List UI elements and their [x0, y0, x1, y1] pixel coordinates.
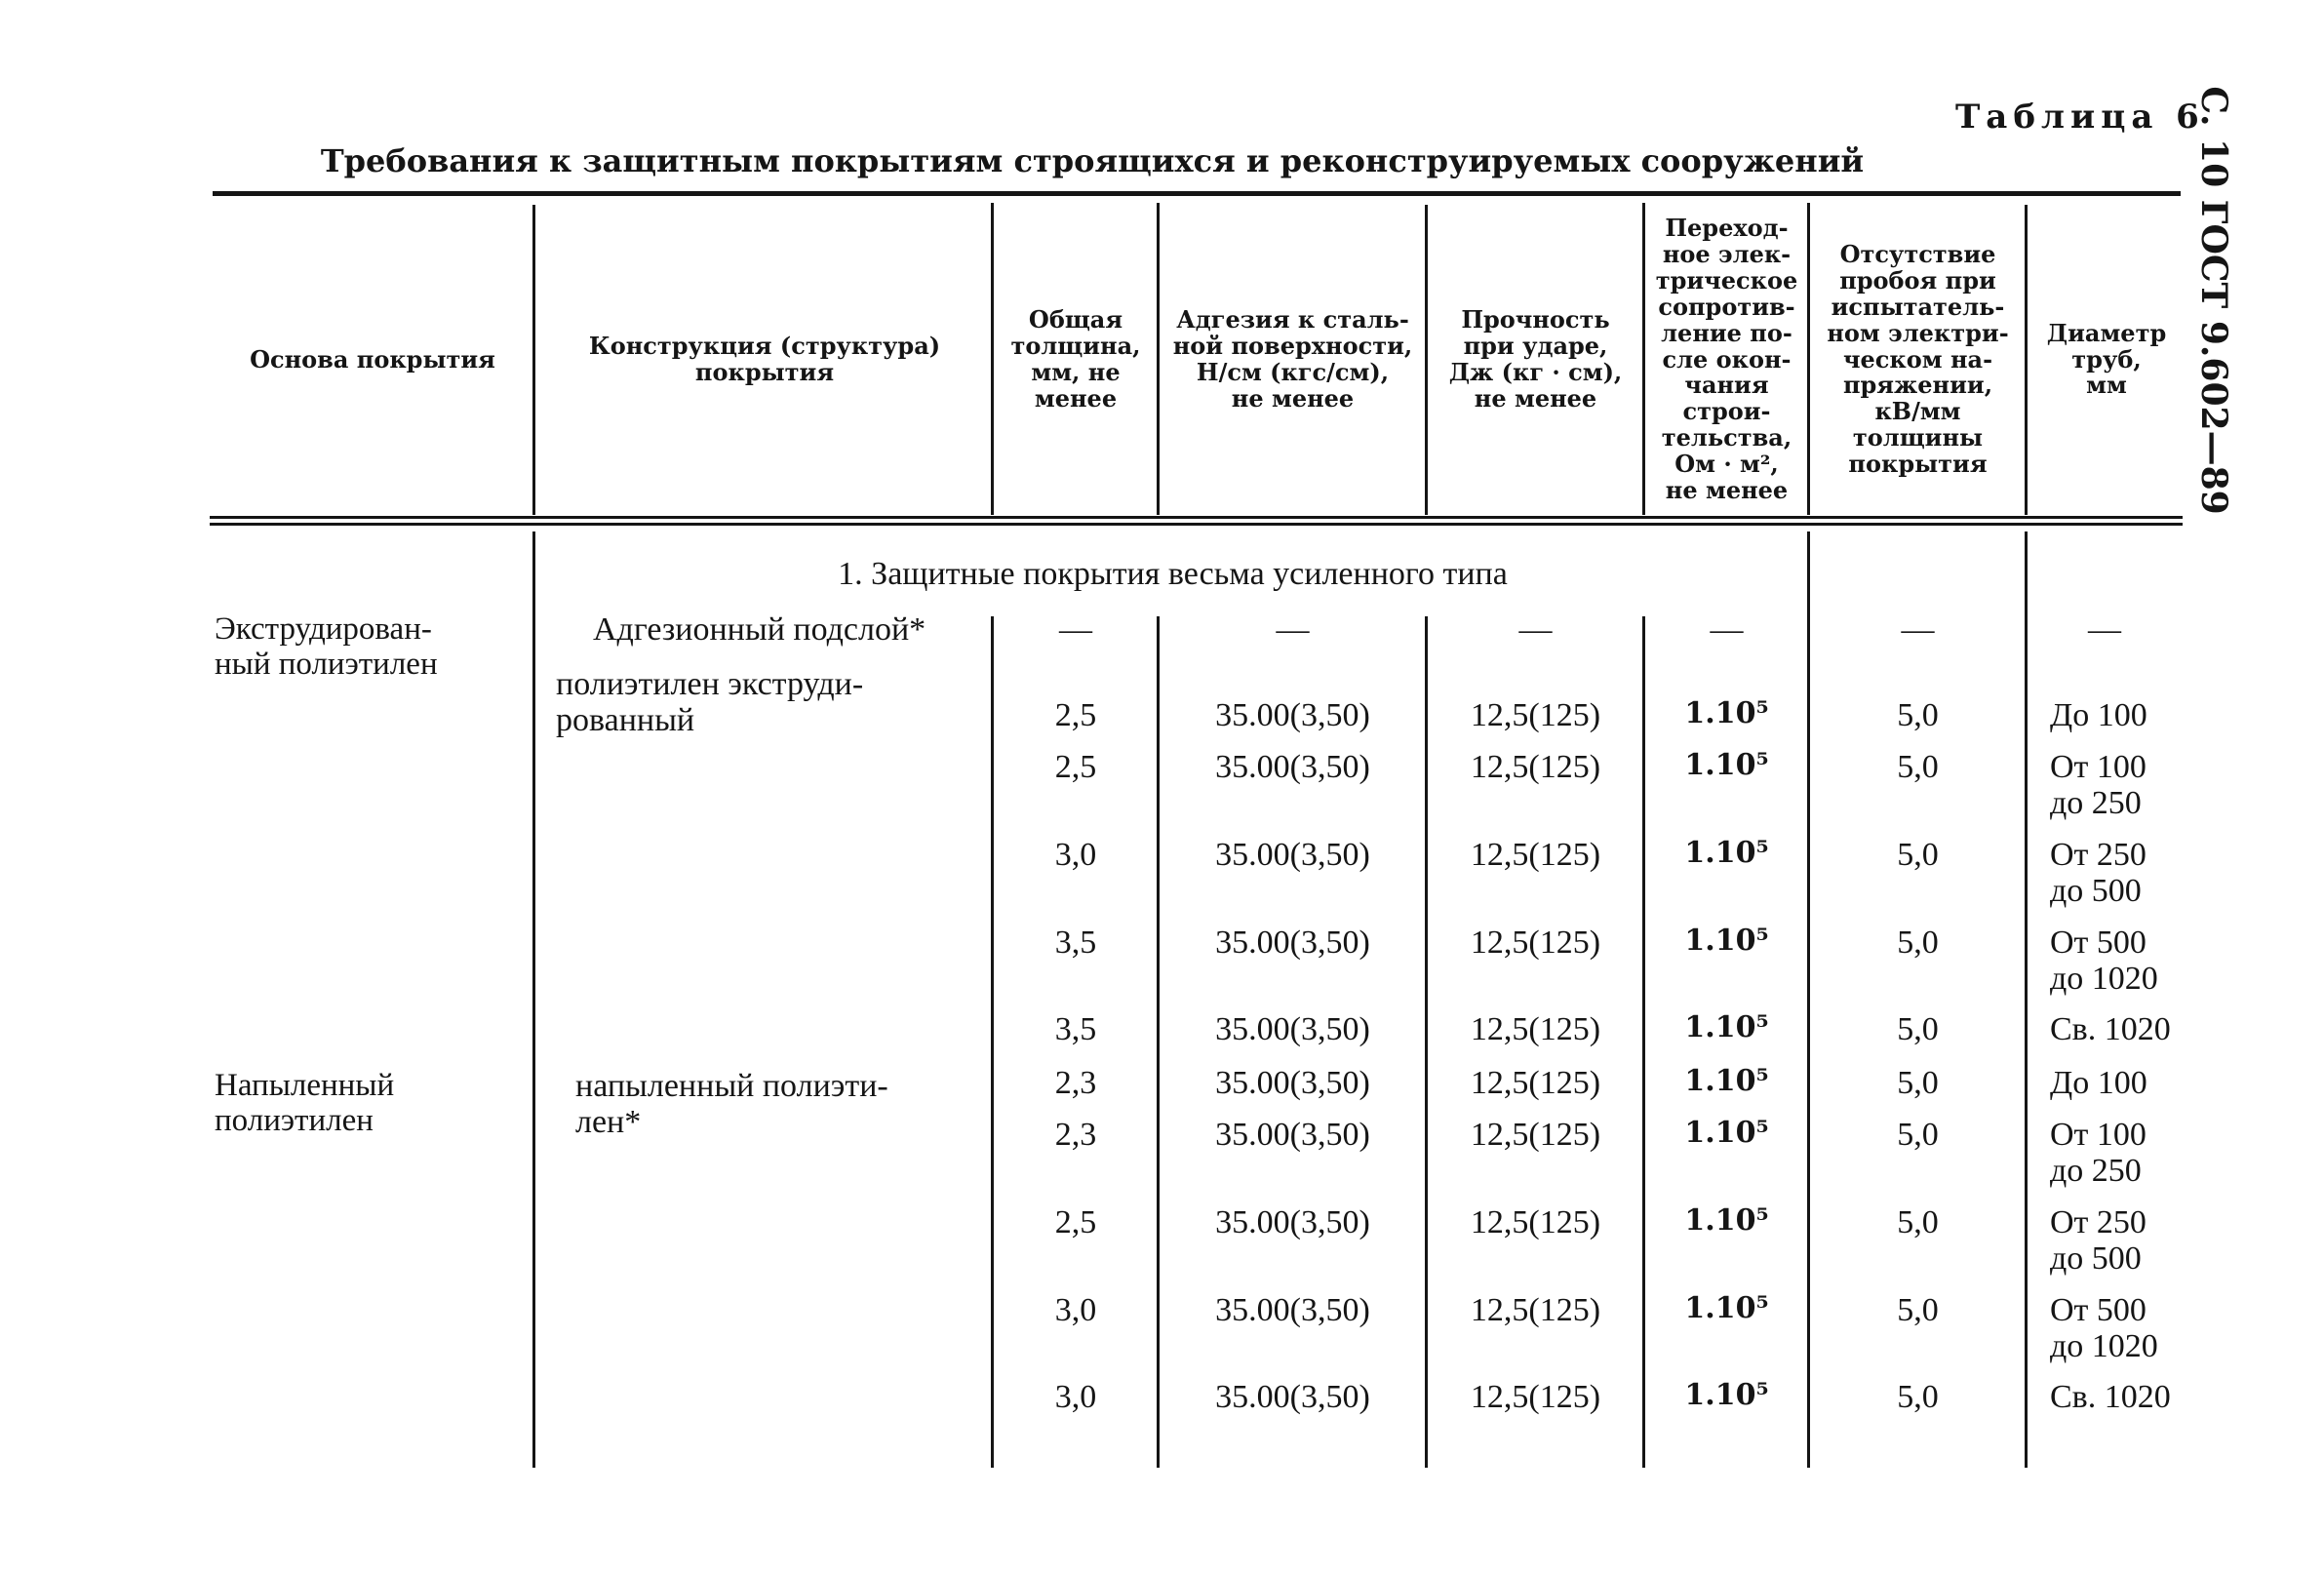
adhesion-cell: 35.00(3,50) [1215, 1204, 1370, 1240]
resistance-cell: 1.10⁵ [1684, 696, 1769, 730]
impact-cell: 12,5(125) [1470, 837, 1601, 873]
impact-cell: 12,5(125) [1470, 925, 1601, 961]
table-number-label: Таблица 6 [1955, 98, 2205, 137]
primer-resistance-dash: — [1710, 611, 1744, 648]
resistance-cell: 1.10⁵ [1684, 1378, 1769, 1412]
body-divider-1 [532, 531, 535, 1468]
adhesion-cell: 35.00(3,50) [1215, 925, 1370, 961]
breakdown-cell: 5,0 [1897, 1011, 1939, 1047]
body-divider-3 [1157, 616, 1160, 1468]
primer-thickness-dash: — [1059, 611, 1092, 648]
resistance-cell: 1.10⁵ [1684, 1291, 1769, 1325]
resistance-cell: 1.10⁵ [1684, 1010, 1769, 1044]
diameter-cell: От 500 до 1020 [2050, 925, 2158, 998]
breakdown-cell: 5,0 [1897, 1065, 1939, 1101]
header-divider-6 [1807, 203, 1810, 515]
adhesion-cell: 35.00(3,50) [1215, 1117, 1370, 1153]
breakdown-cell: 5,0 [1897, 837, 1939, 873]
impact-cell: 12,5(125) [1470, 1204, 1601, 1240]
resistance-cell: 1.10⁵ [1684, 1203, 1769, 1238]
impact-cell: 12,5(125) [1470, 1065, 1601, 1101]
breakdown-cell: 5,0 [1897, 1117, 1939, 1153]
diameter-cell: До 100 [2050, 1065, 2147, 1101]
primer-diameter-dash: — [2088, 611, 2121, 648]
running-page-header-text: С. 10 ГОСТ 9.602—89 [2193, 86, 2234, 515]
structure-sprayed-polyethylene: напыленный полиэти- лен* [575, 1068, 888, 1141]
breakdown-cell: 5,0 [1897, 1204, 1939, 1240]
header-breakdown-voltage: Отсутствие пробоя при испытатель- ном электри- ческом на- пряжении, кВ/мм толщины покрытия [1827, 240, 2009, 479]
table-top-rule [213, 191, 2181, 196]
resistance-cell: 1.10⁵ [1684, 836, 1769, 870]
structure-extruded-polyethylene: полиэтилен экструди- рованный [556, 666, 864, 739]
impact-cell: 12,5(125) [1470, 1117, 1601, 1153]
impact-cell: 12,5(125) [1470, 1379, 1601, 1415]
header-bottom-rule-2 [210, 523, 2183, 526]
thickness-cell: 2,5 [1054, 697, 1097, 733]
diameter-cell: До 100 [2050, 697, 2147, 733]
breakdown-cell: 5,0 [1897, 1379, 1939, 1415]
body-divider-4 [1425, 616, 1428, 1468]
thickness-cell: 3,0 [1054, 1379, 1097, 1415]
coating-base-sprayed: Напыленный полиэтилен [215, 1068, 395, 1139]
body-divider-6 [1807, 531, 1810, 1468]
diameter-cell: От 250 до 500 [2050, 1204, 2147, 1278]
thickness-cell: 2,5 [1054, 1204, 1097, 1240]
header-divider-4 [1425, 205, 1428, 515]
breakdown-cell: 5,0 [1897, 749, 1939, 785]
thickness-cell: 2,3 [1054, 1117, 1097, 1153]
table-title: Требования к защитным покрытиям строящихся и реконструируемых сооружений [320, 142, 1865, 179]
adhesion-cell: 35.00(3,50) [1215, 1011, 1370, 1047]
impact-cell: 12,5(125) [1470, 1011, 1601, 1047]
header-coating-base: Основа покрытия [250, 344, 495, 374]
body-divider-5 [1642, 616, 1645, 1468]
diameter-cell: Св. 1020 [2050, 1379, 2171, 1415]
adhesion-cell: 35.00(3,50) [1215, 1065, 1370, 1101]
adhesion-cell: 35.00(3,50) [1215, 697, 1370, 733]
header-thickness: Общая толщина, мм, не менее [1010, 305, 1141, 413]
section-title: 1. Защитные покрытия весьма усиленного типа [838, 556, 1508, 592]
adhesion-cell: 35.00(3,50) [1215, 1379, 1370, 1415]
thickness-cell: 3,0 [1054, 1292, 1097, 1328]
breakdown-cell: 5,0 [1897, 697, 1939, 733]
primer-adhesion-dash: — [1276, 611, 1310, 648]
resistance-cell: 1.10⁵ [1684, 748, 1769, 782]
thickness-cell: 2,3 [1054, 1065, 1097, 1101]
adhesion-cell: 35.00(3,50) [1215, 837, 1370, 873]
impact-cell: 12,5(125) [1470, 697, 1601, 733]
resistance-cell: 1.10⁵ [1684, 924, 1769, 958]
body-divider-2 [991, 616, 994, 1468]
header-transition-resistance: Переход- ное элек- трическое сопротив- ление по- сле окон- чания строи- тельства, Ом · м², не менее [1655, 214, 1798, 504]
header-divider-1 [532, 205, 535, 515]
diameter-cell: Св. 1020 [2050, 1011, 2171, 1047]
diameter-cell: От 100 до 250 [2050, 1117, 2147, 1190]
header-structure: Конструкция (структура) покрытия [588, 332, 941, 386]
breakdown-cell: 5,0 [1897, 925, 1939, 961]
header-bottom-rule-1 [210, 516, 2183, 519]
running-page-header [2192, 86, 2235, 515]
resistance-cell: 1.10⁵ [1684, 1064, 1769, 1098]
coating-base-extruded: Экструдирован- ный полиэтилен [215, 611, 438, 683]
resistance-cell: 1.10⁵ [1684, 1116, 1769, 1150]
breakdown-cell: 5,0 [1897, 1292, 1939, 1328]
primer-breakdown-dash: — [1901, 611, 1935, 648]
header-divider-3 [1157, 203, 1160, 515]
header-divider-7 [2025, 205, 2028, 515]
body-divider-7 [2025, 531, 2028, 1468]
header-pipe-diameter: Диаметр труб, мм [2046, 318, 2167, 400]
impact-cell: 12,5(125) [1470, 749, 1601, 785]
thickness-cell: 3,5 [1054, 925, 1097, 961]
diameter-cell: От 500 до 1020 [2050, 1292, 2158, 1365]
impact-cell: 12,5(125) [1470, 1292, 1601, 1328]
thickness-cell: 3,5 [1054, 1011, 1097, 1047]
header-adhesion: Адгезия к сталь- ной поверхности, Н/см (кгс/см), не менее [1172, 305, 1413, 413]
header-divider-2 [991, 203, 994, 515]
thickness-cell: 3,0 [1054, 837, 1097, 873]
header-divider-5 [1642, 203, 1645, 515]
diameter-cell: От 100 до 250 [2050, 749, 2147, 822]
adhesion-cell: 35.00(3,50) [1215, 749, 1370, 785]
thickness-cell: 2,5 [1054, 749, 1097, 785]
header-impact-strength: Прочность при ударе, Дж (кг · см), не менее [1448, 305, 1623, 413]
adhesion-cell: 35.00(3,50) [1215, 1292, 1370, 1328]
primer-impact-dash: — [1518, 611, 1553, 648]
diameter-cell: От 250 до 500 [2050, 837, 2147, 910]
structure-adhesive-primer: Адгезионный подслой* [593, 611, 926, 648]
